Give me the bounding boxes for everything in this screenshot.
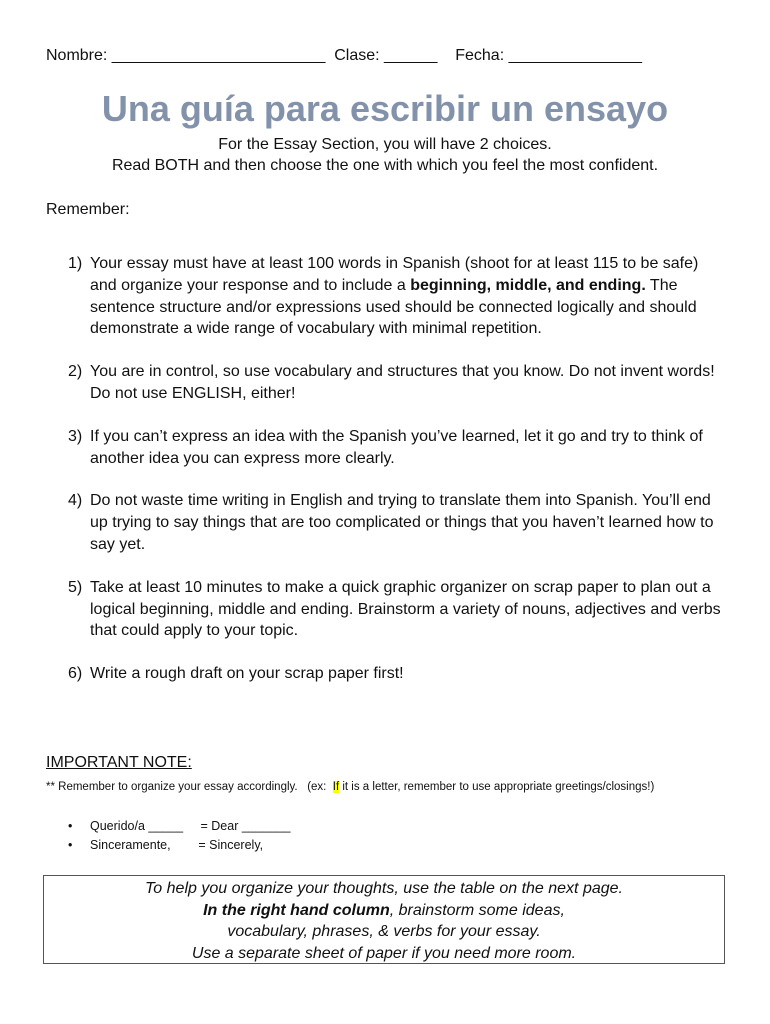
note-highlight: If xyxy=(332,781,340,793)
list-item xyxy=(68,577,728,642)
item-text: You are in control, so use vocabulary and structures that you know. Do not invent words! Do not use ENGLISH, either! xyxy=(90,363,715,402)
header-fields xyxy=(46,47,642,65)
box-line-3: vocabulary, phrases, & verbs for your essay. xyxy=(227,923,541,940)
important-note-line xyxy=(46,781,654,793)
list-item xyxy=(68,490,728,555)
subtitle-line-1: For the Essay Section, you will have 2 choices. xyxy=(218,136,552,153)
box-line-4: Use a separate sheet of paper if you need more room. xyxy=(191,944,577,962)
item-text xyxy=(90,253,728,340)
item-text: Write a rough draft on your scrap paper first! xyxy=(90,665,404,683)
box-line-2-rest: , brainstorm some ideas, xyxy=(389,901,565,919)
bullet-item xyxy=(68,838,263,852)
bullet-item xyxy=(68,819,291,833)
list-item xyxy=(68,361,728,405)
box-line-1: To help you organize your thoughts, use the table on the next page. xyxy=(145,880,623,897)
nombre-field: Nombre: ________________________ xyxy=(46,47,326,64)
list-item xyxy=(68,253,728,340)
item-text-part: Your essay must have at least 100 words in Spanish (shoot for at least 115 to be safe) and organize your response and to include a xyxy=(90,255,699,294)
item-text: Take at least 10 minutes to make a quick graphic organizer on scrap paper to plan out a logical beginning, middle and ending. Brainstorm a variety of nouns, adjectives and verbs that could apply to your topic. xyxy=(90,578,721,640)
rules-list xyxy=(68,253,728,706)
note-text-part: ** Remember to organize your essay accordingly. (ex: xyxy=(46,781,333,793)
bullet-marker: • xyxy=(68,819,73,833)
item-number: 5) xyxy=(68,578,83,596)
item-number: 3) xyxy=(68,427,83,445)
item-text: If you can’t express an idea with the Spanish you’ve learned, let it go and try to think of another idea you can express more clearly. xyxy=(90,427,703,467)
important-note-heading: IMPORTANT NOTE: xyxy=(46,754,192,771)
item-number: 4) xyxy=(68,492,83,510)
subtitle-line-2: Read BOTH and then choose the one with which you feel the most confident. xyxy=(111,157,659,174)
bullet-marker: • xyxy=(68,838,73,852)
item-text-part: The sentence structure and/or expressions used should be connected logically and should demonstrate a wide range of vocabulary with minimal repetition. xyxy=(90,276,697,338)
instruction-box xyxy=(43,875,725,964)
item-number: 2) xyxy=(68,363,83,381)
box-line-2-bold: In the right hand column xyxy=(203,901,390,919)
remember-label: Remember: xyxy=(46,201,130,218)
list-item xyxy=(68,663,728,685)
page-title: Una guía para escribir un ensayo xyxy=(101,88,669,129)
item-text-bold: beginning, middle, and ending. xyxy=(410,276,646,294)
fecha-field: Fecha: _______________ xyxy=(455,47,643,64)
item-text: Do not waste time writing in English and trying to translate them into Spanish. You’ll end up trying to say things that are too complicated or things that you haven’t learned how to say yet. xyxy=(90,492,714,553)
box-line-2 xyxy=(44,900,724,922)
bullet-text: Querido/a _____ = Dear _______ xyxy=(90,819,291,833)
bullet-text: Sinceramente, = Sincerely, xyxy=(90,838,264,852)
item-number: 1) xyxy=(68,255,83,272)
clase-field: Clase: ______ xyxy=(334,47,438,64)
list-item xyxy=(68,426,728,470)
item-number: 6) xyxy=(68,665,83,683)
note-text-part: it is a letter, remember to use appropriate greetings/closings!) xyxy=(339,781,655,793)
